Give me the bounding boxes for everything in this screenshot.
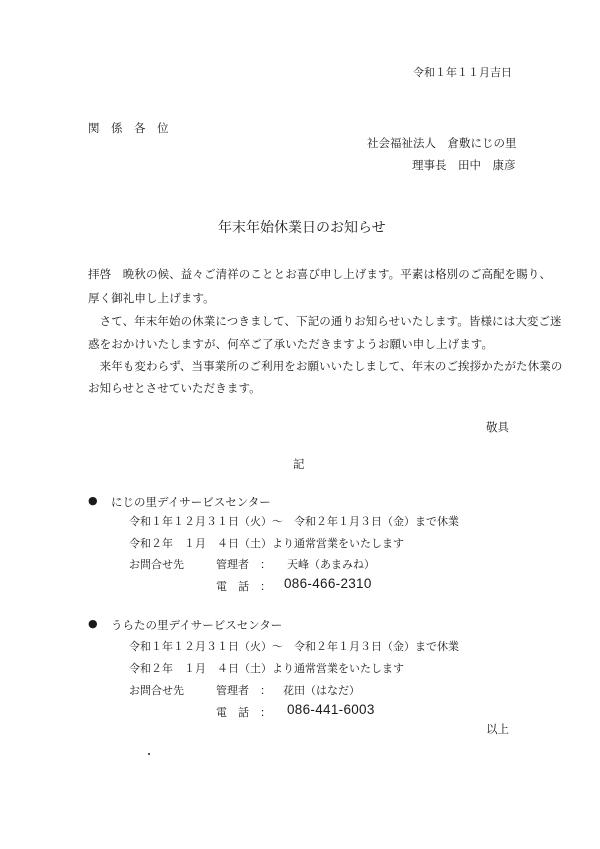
body-line: 厚く御礼申し上げます。	[88, 291, 215, 305]
manager-name: 花田（はなだ）	[283, 684, 360, 697]
contact-label: お問合せ先	[129, 684, 184, 697]
phone-number: 086-466-2310	[284, 576, 372, 591]
facility-reopen: 令和２年 １月 ４日（土）より通常営業をいたします	[129, 662, 404, 675]
facility-name: うらたの里デイサービスセンター	[111, 618, 283, 632]
facility-name: にじの里デイサービスセンター	[111, 495, 271, 509]
body-line: お知らせとさせていただきます。	[88, 381, 261, 395]
bullet-icon: ●	[88, 617, 98, 630]
date: 令和１年１１月吉日	[413, 66, 512, 79]
contact-label: お問合せ先	[129, 558, 184, 571]
sender-chair: 理事長 田中 康彦	[412, 158, 516, 172]
facility-closed-period: 令和１年１２月３１日（火）～ 令和２年１月３日（金）まで休業	[129, 640, 459, 653]
manager-name: 天峰（あまみね）	[287, 558, 375, 571]
manager-label: 管理者 ：	[216, 558, 271, 571]
phone-label: 電 話 ：	[216, 580, 271, 593]
scan-speck	[148, 753, 150, 755]
page-title: 年末年始休業日のお知らせ	[218, 220, 386, 236]
manager-label: 管理者 ：	[216, 684, 271, 697]
ki-heading: 記	[293, 457, 305, 471]
phone-label: 電 話 ：	[216, 706, 271, 719]
closing-keigu: 敬具	[486, 420, 509, 434]
body-line: さて、年末年始の休業につきまして、下記の通りお知らせいたします。皆様には大変ご迷	[88, 314, 562, 328]
end-mark: 以上	[486, 722, 509, 736]
phone-number: 086-441-6003	[287, 702, 375, 717]
sender-organization: 社会福祉法人 倉敷にじの里	[367, 136, 517, 150]
addressee: 関 係 各 位	[88, 121, 169, 135]
body-line: 拝啓 晩秋の候、益々ご清祥のこととお喜び申し上げます。平素は格別のご高配を賜り、	[88, 267, 552, 281]
body-line: 来年も変わらず、当事業所のご利用をお願いいたしまして、年末のご挨拶かたがた休業の	[88, 359, 563, 373]
body-line: 惑をおかけいたしますが、何卒ご了承いただきますようお願い申し上げます。	[88, 337, 494, 351]
bullet-icon: ●	[88, 494, 98, 507]
facility-reopen: 令和２年 １月 ４日（土）より通常営業をいたします	[129, 537, 404, 550]
facility-closed-period: 令和１年１２月３１日（火）～ 令和２年１月３日（金）まで休業	[129, 515, 459, 528]
